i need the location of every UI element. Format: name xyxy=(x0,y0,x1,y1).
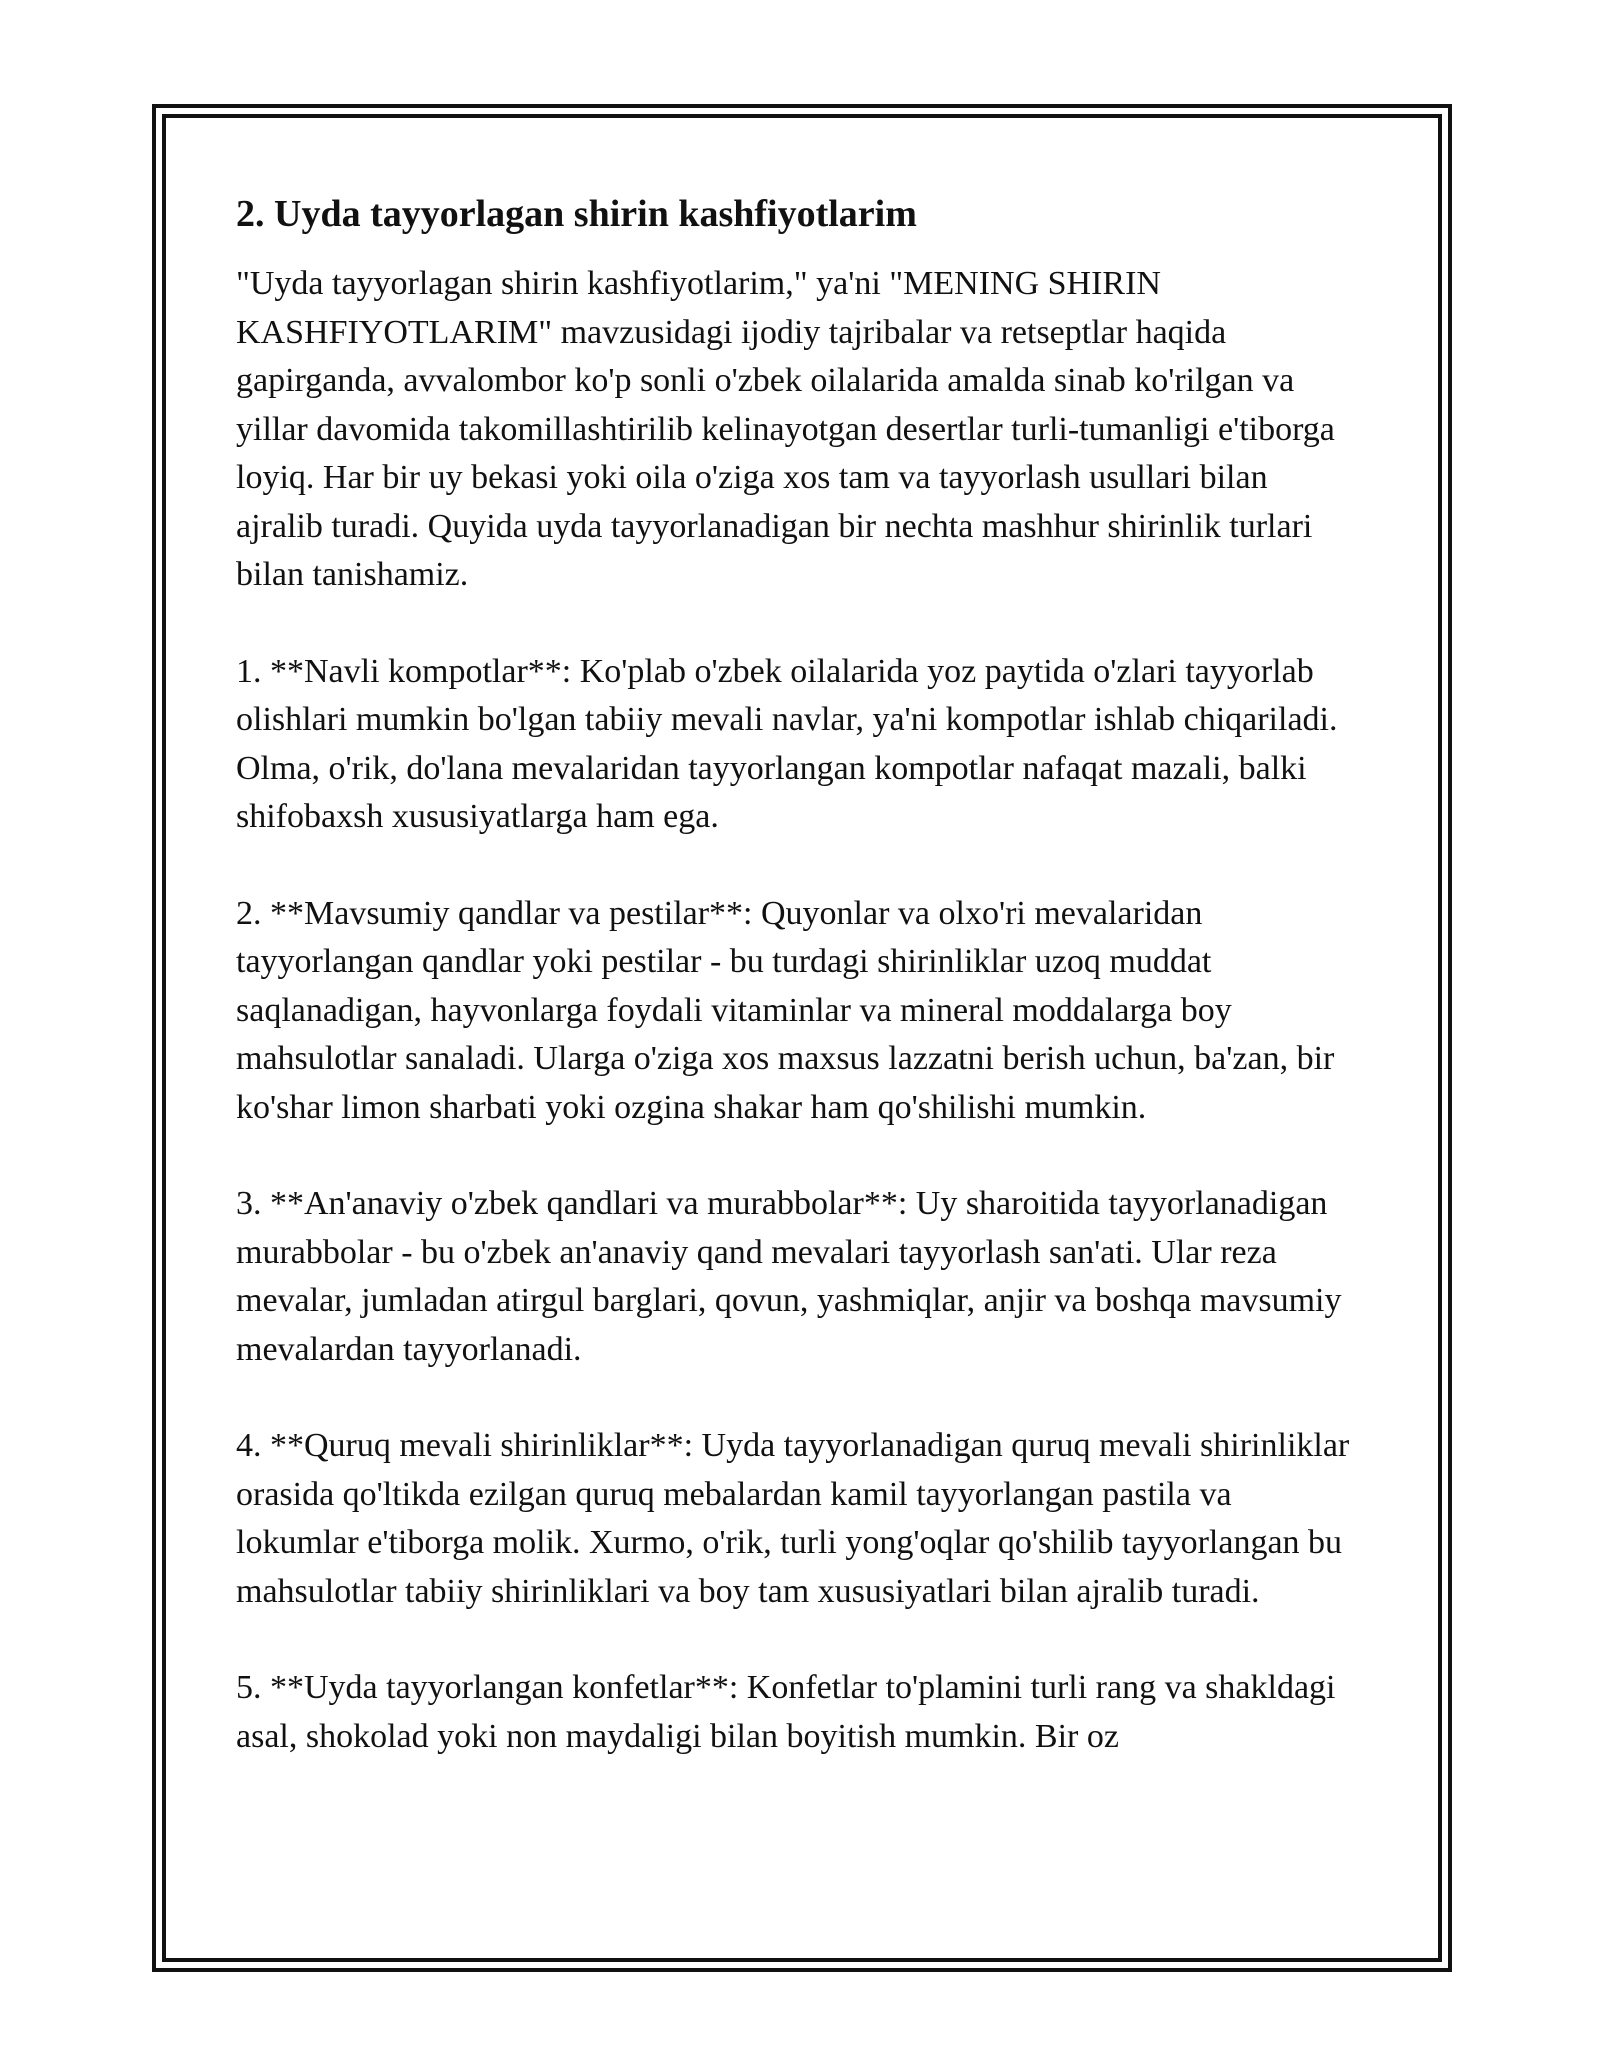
intro-paragraph: "Uyda tayyorlagan shirin kashfiyotlarim," ya'ni "MENING SHIRIN KASHFIYOTLARIM" mavzusidagi ijodiy tajribalar va retseptlar haqida gapirganda, avvalombor ko'p sonli o'zbek oilalarida amalda sinab ko'rilgan va yillar davomida takomillashtirilib kelinayotgan desertlar turli-tumanligi e'tiborga loyiq. Har bir uy bekasi yoki oila o'ziga xos tam va tayyorlash usullari bilan ajralib turadi. Quyida uyda tayyorlanadigan bir nechta mashhur shirinlik turlari bilan tanishamiz. xyxy=(236,265,1335,593)
list-item-2: 2. **Mavsumiy qandlar va pestilar**: Quyonlar va olxo'ri mevalaridan tayyorlangan qandlar yoki pestilar - bu turdagi shirinliklar uzoq muddat saqlanadigan, hayvonlarga foydali vitaminlar va mineral moddalarga boy mahsulotlar sanaladi. Ularga o'ziga xos maxsus lazzatni berish uchun, ba'zan, bir ko'shar limon sharbati yoki ozgina shakar ham qo'shilishi mumkin. xyxy=(236,894,1335,1126)
list-item-3: 3. **An'anaviy o'zbek qandlari va murabbolar**: Uy sharoitida tayyorlanadigan murabbolar - bu o'zbek an'anaviy qand mevalari tayyorlash san'ati. Ular reza mevalar, jumladan atirgul barglari, qovun, yashmiqlar, anjir va boshqa mavsumiy mevalardan tayyorlanadi. xyxy=(236,1185,1342,1368)
section-heading: 2. Uyda tayyorlagan shirin kashfiyotlarim xyxy=(236,193,917,235)
document-body xyxy=(236,190,1356,1761)
list-item-1: 1. **Navli kompotlar**: Ko'plab o'zbek oilalarida yoz paytida o'zlari tayyorlab olishlari mumkin bo'lgan tabiiy mevali navlar, ya'ni kompotlar ishlab chiqariladi. Olma, o'rik, do'lana mevalaridan tayyorlangan kompotlar nafaqat mazali, balki shifobaxsh xususiyatlarga ham ega. xyxy=(236,652,1338,835)
list-item-5: 5. **Uyda tayyorlangan konfetlar**: Konfetlar to'plamini turli rang va shakldagi asal, shokolad yoki non maydaligi bilan boyitish mumkin. Bir oz xyxy=(236,1669,1336,1755)
list-item-4: 4. **Quruq mevali shirinliklar**: Uyda tayyorlanadigan quruq mevali shirinliklar orasida qo'ltikda ezilgan quruq mebalardan kamil tayyorlangan pastila va lokumlar e'tiborga molik. Xurmo, o'rik, turli yong'oqlar qo'shilib tayyorlangan bu mahsulotlar tabiiy shirinliklari va boy tam xususiyatlari bilan ajralib turadi. xyxy=(236,1427,1350,1610)
